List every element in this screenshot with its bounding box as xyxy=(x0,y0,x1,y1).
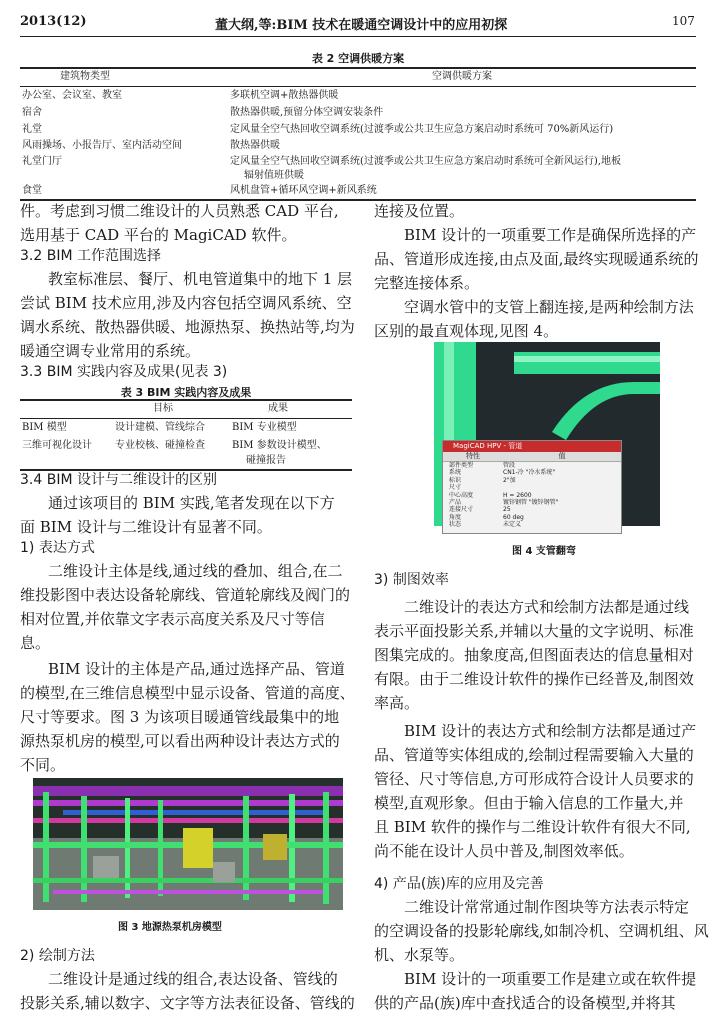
issue-number: 2013(12) xyxy=(20,14,87,29)
dialog-prop-value: 25 xyxy=(503,506,511,514)
table2-title: 表 2 空调供暖方案 xyxy=(311,52,405,65)
dialog-prop-row xyxy=(449,477,621,484)
body-line: 管径、尺寸等信息,方可形成符合设计人员要求的 xyxy=(374,770,694,788)
body-line: 品、管道等实体组成的,绘制过程需要输入大量的 xyxy=(374,746,694,764)
section-heading: 3.2 BIM 工作范围选择 xyxy=(20,248,161,264)
dialog-prop-key: 标识 xyxy=(449,476,462,484)
body-line: 投影关系,辅以数字、文字等方法表征设备、管线的 xyxy=(20,994,355,1012)
subsection-heading: 1) 表达方式 xyxy=(20,540,95,556)
dialog-prop-row xyxy=(449,484,621,491)
table3-top-rule xyxy=(20,399,352,401)
table3-cell: 三维可视化设计 xyxy=(22,440,92,451)
dialog-prop-row xyxy=(449,469,621,476)
table2-col-plan: 空调供暖方案 xyxy=(432,71,492,82)
body-line: 连接及位置。 xyxy=(374,202,465,220)
dialog-prop-value: CN1-冷 "冷水系统" xyxy=(503,469,556,477)
dialog-col-val: 值 xyxy=(558,452,566,460)
table2-cell: 礼堂 xyxy=(22,124,42,135)
dialog-prop-key: 中心高度 xyxy=(449,491,474,499)
body-line: 模型,直观形象。但由于输入信息的工作量大,并 xyxy=(374,794,684,812)
body-line: 空调水管中的支管上翻连接,是两种绘制方法 xyxy=(404,298,694,316)
dialog-prop-key: 部件类型 xyxy=(449,462,474,469)
dialog-prop-value: 管段 xyxy=(503,462,516,469)
dialog-prop-value: 镀锌钢管 "镀锌钢管" xyxy=(503,499,559,507)
body-line: BIM 设计的一项重要工作是确保所选择的产 xyxy=(404,226,697,244)
page-number: 107 xyxy=(672,14,695,28)
dialog-prop-value: H = 2600 xyxy=(503,491,532,499)
table3-cell: 专业校核、碰撞检查 xyxy=(115,440,205,451)
section-heading: 3.4 BIM 设计与二维设计的区别 xyxy=(20,472,217,488)
table3-col-result: 成果 xyxy=(268,403,288,414)
body-line: 率高。 xyxy=(374,694,420,712)
dialog-prop-value: 60 deg xyxy=(503,513,524,521)
body-line: 息。 xyxy=(20,634,51,652)
dialog-prop-key: 尺寸 xyxy=(449,484,462,492)
table2-cell: 礼堂门厅 xyxy=(22,156,62,167)
subsection-heading: 4) 产品(族)库的应用及完善 xyxy=(374,876,544,892)
running-title: 董大纲,等:BIM 技术在暖通空调设计中的应用初探 xyxy=(215,18,508,33)
figure3-render xyxy=(33,778,343,910)
table3-col-goal: 目标 xyxy=(153,403,173,414)
body-line: 有限。由于二维设计软件的操作已经普及,制图效 xyxy=(374,670,694,688)
body-line: 且 BIM 软件的操作与二维设计软件有很大不同, xyxy=(374,818,691,836)
table3-cell: BIM 参数设计模型、 xyxy=(232,440,327,451)
table2-cell: 宿舍 xyxy=(22,107,42,118)
body-line: 二维设计常常通过制作图块等方法表示特定 xyxy=(404,898,690,916)
table2-cell: 风机盘管+循环风空调+新风系统 xyxy=(230,185,377,196)
body-line: 的模型,在三维信息模型中显示设备、管道的高度、 xyxy=(20,684,355,702)
body-line: 的空调设备的投影轮廓线,如制冷机、空调机组、风 xyxy=(374,922,709,940)
dialog-prop-key: 角度 xyxy=(449,513,462,521)
body-line: 二维设计的表达方式和绘制方法都是通过线 xyxy=(404,598,690,616)
body-line: BIM 设计的一项重要工作是建立或在软件提 xyxy=(404,970,697,988)
table2-col-type: 建筑物类型 xyxy=(60,71,110,82)
figure4-caption: 图 4 支管翻弯 xyxy=(512,546,576,557)
body-line: 二维设计主体是线,通过线的叠加、组合,在二 xyxy=(48,562,343,580)
table2-cell: 办公室、会议室、教室 xyxy=(22,90,122,101)
table3-head-rule xyxy=(20,418,352,419)
dialog-prop-key: 状态 xyxy=(449,521,462,529)
dialog-prop-row xyxy=(449,514,621,521)
body-line: 调水系统、散热器供暖、地源热泵、换热站等,均为 xyxy=(20,318,355,336)
table2-cell: 散热器供暖,预留分体空调安装条件 xyxy=(230,107,384,118)
table3-cell: BIM 模型 xyxy=(22,422,67,433)
table2-cell: 散热器供暖 xyxy=(230,140,280,151)
table3-title: 表 3 BIM 实践内容及成果 xyxy=(120,386,252,399)
dialog-prop-value: 未定义 xyxy=(503,521,522,529)
figure3-svg xyxy=(33,778,343,910)
body-line: 选用基于 CAD 平台的 MagiCAD 软件。 xyxy=(20,226,297,244)
body-line: 维投影图中表达设备轮廓线、管道轮廓线及阀门的 xyxy=(20,586,351,604)
table2-cell: 定风量全空气热回收空调系统(过渡季或公共卫生应急方案启动时系统可全新风运行),地板 xyxy=(230,156,621,167)
dialog-prop-row xyxy=(449,499,621,506)
table2-top-rule xyxy=(20,67,696,69)
dialog-prop-row xyxy=(449,506,621,513)
dialog-title: MagiCAD HPV - 管道 xyxy=(443,441,621,452)
body-line: 教室标准层、餐厅、机电管道集中的地下 1 层 xyxy=(48,270,353,288)
dialog-prop-row xyxy=(449,521,621,528)
body-line: 图集完成的。抽象度高,但图面表达的信息量相对 xyxy=(374,646,694,664)
header-rule xyxy=(20,36,696,37)
body-line: 品、管道形成连接,由点及面,最终实现暖通系统的 xyxy=(374,250,699,268)
body-line: 机、水泵等。 xyxy=(374,946,465,964)
table2-cell: 食堂 xyxy=(22,185,42,196)
dialog-prop-value: 2"加 xyxy=(503,476,516,484)
dialog-prop-key: 产品 xyxy=(449,499,462,507)
body-line: 完整连接体系。 xyxy=(374,274,480,292)
dialog-prop-row xyxy=(449,492,621,499)
body-line: BIM 设计的表达方式和绘制方法都是通过产 xyxy=(404,722,697,740)
table3-cell: BIM 专业模型 xyxy=(232,422,297,433)
section-heading: 3.3 BIM 实践内容及成果(见表 3) xyxy=(20,364,228,380)
body-line: 尝试 BIM 技术应用,涉及内容包括空调风系统、空 xyxy=(20,294,352,312)
body-line: 不同。 xyxy=(20,756,66,774)
body-line: 源热泵机房的模型,可以看出两种设计表达方式的 xyxy=(20,732,340,750)
table3-cell: 设计建模、管线综合 xyxy=(115,422,205,433)
dialog-prop-key: 系统 xyxy=(449,469,462,477)
body-line: 二维设计是通过线的组合,表达设备、管线的 xyxy=(48,970,338,988)
magicad-dialog xyxy=(442,440,622,534)
subsection-heading: 2) 绘制方法 xyxy=(20,948,95,964)
table2-cell: 风雨操场、小报告厅、室内活动空间 xyxy=(22,140,182,151)
body-line: 相对位置,并依靠文字表示高度关系及尺寸等信 xyxy=(20,610,325,628)
dialog-props xyxy=(443,462,621,529)
body-line: 表示平面投影关系,并辅以大量的文字说明、标准 xyxy=(374,622,694,640)
table2-cell: 定风量全空气热回收空调系统(过渡季或公共卫生应急方案启动时系统可 70%新风运行) xyxy=(230,124,614,135)
body-line: 尺寸等要求。图 3 为该项目暖通管线最集中的地 xyxy=(20,708,340,726)
body-line: 供的产品(族)库中查找适合的设备模型,并将其 xyxy=(374,994,676,1012)
body-line: 件。考虑到习惯二维设计的人员熟悉 CAD 平台, xyxy=(20,202,339,220)
body-line: 区别的最直观体现,见图 4。 xyxy=(374,322,559,340)
body-line: 尚不能在设计人员中普及,制图效率低。 xyxy=(374,842,634,860)
dialog-col-prop: 特性 xyxy=(466,452,480,460)
dialog-header xyxy=(443,452,621,462)
table2-cell: 多联机空调+散热器供暖 xyxy=(230,90,339,101)
table3-cell: 碰撞报告 xyxy=(246,455,286,466)
body-line: 暖通空调专业常用的系统。 xyxy=(20,342,201,360)
figure3-caption: 图 3 地源热泵机房模型 xyxy=(118,922,222,933)
body-line: BIM 设计的主体是产品,通过选择产品、管道 xyxy=(48,660,345,678)
body-line: 通过该项目的 BIM 实践,笔者发现在以下方 xyxy=(48,494,335,512)
table2-cell: 辐射值班供暖 xyxy=(244,170,304,181)
table2-head-rule xyxy=(20,86,696,87)
dialog-prop-key: 连接尺寸 xyxy=(449,506,474,514)
subsection-heading: 3) 制图效率 xyxy=(374,572,449,588)
body-line: 面 BIM 设计与二维设计有显著不同。 xyxy=(20,518,272,536)
